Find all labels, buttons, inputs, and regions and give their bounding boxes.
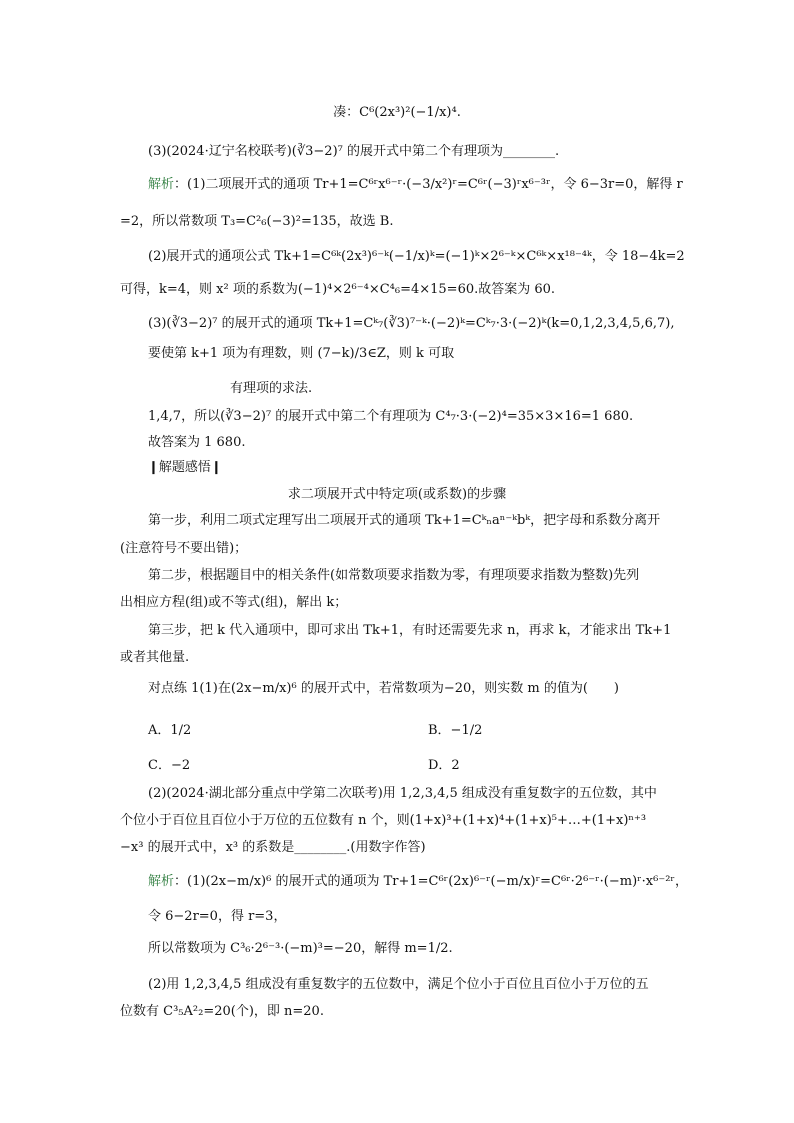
step2-line2: 出相应方程(组)或不等式(组)，解出 k； [120, 595, 348, 610]
exercise-solution-line1 [148, 873, 688, 891]
solution-continuation: 凑：C⁶(2x³)²(−1/x)⁴. [333, 105, 461, 120]
annotation-rational-terms: 有理项的求法. [230, 381, 313, 396]
solution-3-line2: 要使第 k+1 项为有理数，则 (7−k)/3∈Z，则 k 可取 [148, 346, 455, 361]
exercise-1-2-line3: −x³ 的展开式中，x³ 的系数是________.(用数字作答) [120, 840, 426, 855]
exercise-solution-line5: 位数有 C³₅A²₂=20(个)，即 n=20. [120, 1004, 324, 1019]
section-heading: 求二项展开式中特定项(或系数)的步骤 [287, 487, 507, 502]
step3-line2: 或者其他量. [120, 650, 190, 665]
exercise-1-2-line2: 个位小于百位且百位小于万位的五位数有 n 个，则(1+x)³+(1+x)⁴+(1+x)⁵+…+(1+x)ⁿ⁺³ [120, 813, 647, 828]
solution-1-line1 [148, 176, 683, 194]
step1-line2: (注意符号不要出错)； [120, 541, 248, 556]
solution-text: ：(1)(2x−m/x)⁶ 的展开式的通项为 Tr+1=C⁶ʳ(2x)⁶⁻ʳ(−m/x)ʳ=C⁶ʳ·2⁶⁻ʳ·(−m)ʳ·x⁶⁻²ʳ， [174, 874, 688, 889]
exercise-solution-line4: (2)用 1,2,3,4,5 组成没有重复数字的五位数中，满足个位小于百位且百位小于万位的五 [148, 977, 649, 992]
exercise-solution-line2: 令 6−2r=0，得 r=3， [148, 909, 287, 924]
option-b: B．−1/2 [428, 723, 483, 738]
step3-line1: 第三步，把 k 代入通项中，即可求出 Tk+1，有时还需要先求 n，再求 k，才能求出 Tk+1 [148, 623, 672, 638]
solution-3-line1: (3)(∛3−2)⁷ 的展开式的通项 Tk+1=Cᵏ₇(∛3)⁷⁻ᵏ·(−2)ᵏ=Cᵏ₇·3·(−2)ᵏ(k=0,1,2,3,4,5,6,7), [148, 316, 675, 331]
solution-1-line2: =2，所以常数项 T₃=C²₆(−3)²=135，故选 B. [120, 214, 394, 229]
solution-text: ：(1)二项展开式的通项 Tr+1=C⁶ʳx⁶⁻ʳ·(−3/x²)ʳ=C⁶ʳ(−3)ʳx⁶⁻³ʳ，令 6−3r=0，解得 r [174, 177, 683, 192]
solution-3-answer: 故答案为 1 680. [148, 435, 246, 450]
section-label-insight: ❙解题感悟❙ [148, 460, 222, 475]
solution-2-line2: 可得，k=4，则 x² 项的系数为(−1)⁴×2⁶⁻⁴×C⁴₆=4×15=60.故答案为 60. [120, 282, 556, 297]
option-a: A．1/2 [148, 723, 192, 738]
exercise-solution-line3: 所以常数项为 C³₆·2⁶⁻³·(−m)³=−20，解得 m=1/2. [148, 941, 453, 956]
solution-2-line1: (2)展开式的通项公式 Tk+1=C⁶ᵏ(2x³)⁶⁻ᵏ(−1/x)ᵏ=(−1)ᵏ×2⁶⁻ᵏ×C⁶ᵏ×x¹⁸⁻⁴ᵏ，令 18−4k=2 [148, 249, 685, 264]
option-d: D．2 [428, 758, 460, 773]
solution-3-line3: 1,4,7，所以(∛3−2)⁷ 的展开式中第二个有理项为 C⁴₇·3·(−2)⁴=35×3×16=1 680. [148, 409, 634, 424]
problem-3: (3)(2024·辽宁名校联考)(∛3−2)⁷ 的展开式中第二个有理项为________. [148, 144, 560, 159]
solution-keyword: 解析 [148, 874, 175, 889]
solution-keyword: 解析 [148, 177, 175, 192]
exercise-1-1: 对点练 1(1)在(2x−m/x)⁶ 的展开式中，若常数项为−20，则实数 m 的值为( ) [148, 681, 620, 696]
exercise-1-2-line1: (2)(2024·湖北部分重点中学第二次联考)用 1,2,3,4,5 组成没有重复数字的五位数，其中 [148, 786, 657, 801]
option-c: C．−2 [148, 758, 191, 773]
step2-line1: 第二步，根据题目中的相关条件(如常数项要求指数为零，有理项要求指数为整数)先列 [148, 568, 640, 583]
step1-line1: 第一步，利用二项式定理写出二项展开式的通项 Tk+1=Cᵏₙaⁿ⁻ᵏbᵏ，把字母和系数分离开 [148, 513, 661, 528]
